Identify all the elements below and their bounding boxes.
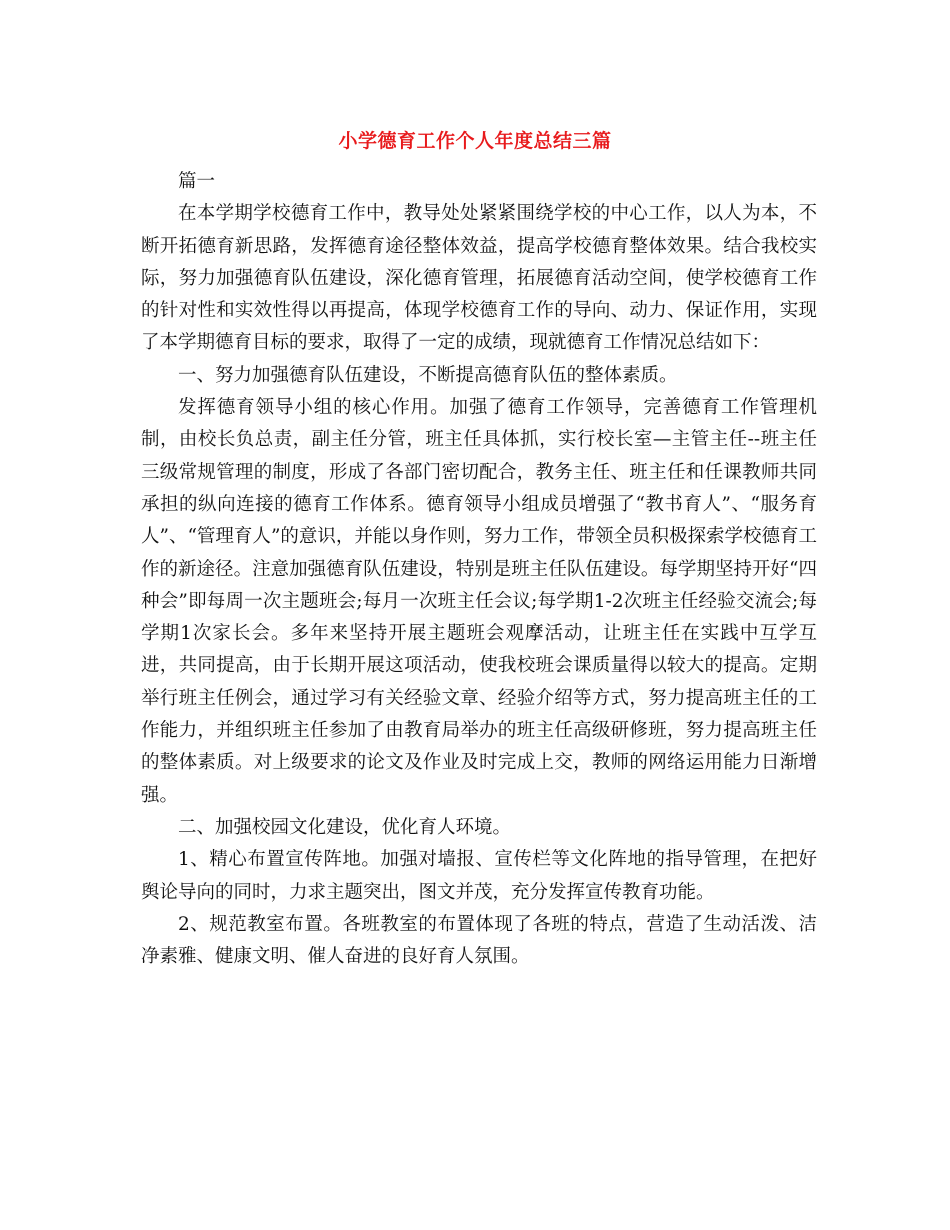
paragraph-classroom: 2、规范教室布置。各班教室的布置体现了各班的特点，营造了生动活泼、洁净素雅、健康文明、催人奋进的良好育人氛围。	[141, 913, 817, 968]
heading-two: 二、加强校园文化建设，优化育人环境。	[178, 816, 512, 838]
paragraph-publicity: 1、精心布置宣传阵地。加强对墙报、宣传栏等文化阵地的指导管理，在把好舆论导向的同时，力求主题突出，图文并茂，充分发挥宣传教育功能。	[141, 849, 817, 903]
paragraph-leadership: 发挥德育领导小组的核心作用。加强了德育工作领导，完善德育工作管理机制，由校长负总责，副主任分管，班主任具体抓，实行校长室—主管主任--班主任三级常规管理的制度，形成了各部门密切配合，教务主任、班主任和任课教师共同承担的纵向连接的德育工作体系。德育领导小组成员增强了“教书育人”、“服务育人”、“管理育人”的意识，并能以身作则，努力工作，带领全员积极探索学校德育工作的新途径。注意加强德育队伍建设，特别是班主任队伍建设。每学期坚持开好“四种会”即每周一次主题班会;每月一次班主任会议;每学期1-2次班主任经验交流会;每学期1次家长会。多年来坚持开展主题班会观摩活动，让班主任在实践中互学互进，共同提高，由于长期开展这项活动，使我校班会课质量得以较大的提高。定期举行班主任例会，通过学习有关经验文章、经验介绍等方式，努力提高班主任的工作能力，并组织班主任参加了由教育局举办的班主任高级研修班，努力提高班主任的整体素质。对上级要求的论文及作业及时完成上交，教师的网络运用能力日渐增强。	[141, 397, 817, 806]
heading-one: 一、努力加强德育队伍建设，不断提高德育队伍的整体素质。	[178, 364, 678, 386]
document-body	[141, 166, 817, 973]
section-label: 篇一	[178, 171, 216, 192]
document-title: 小学德育工作个人年度总结三篇	[338, 130, 612, 152]
paragraph-intro: 在本学期学校德育工作中，教导处处紧紧围绕学校的中心工作，以人为本，不断开拓德育新思路，发挥德育途径整体效益，提高学校德育整体效果。结合我校实际，努力加强德育队伍建设，深化德育管理，拓展德育活动空间，使学校德育工作的针对性和实效性得以再提高，体现学校德育工作的导向、动力、保证作用，实现了本学期德育目标的要求，取得了一定的成绩，现就德育工作情况总结如下：	[141, 203, 817, 354]
